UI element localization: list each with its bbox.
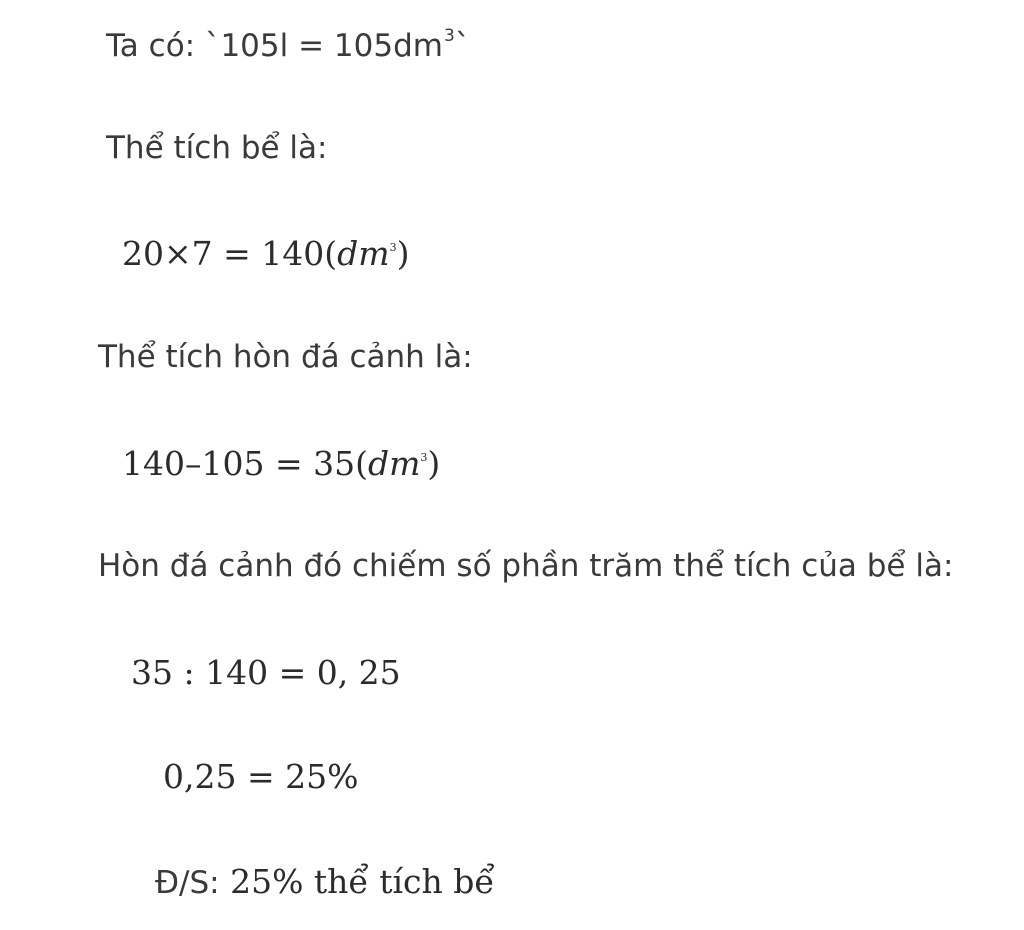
equation-body: 140–105 = 35( (122, 444, 368, 483)
closing-paren: ) (427, 444, 441, 483)
given-conversion-text: Ta có: `105l = 105dm (106, 28, 443, 64)
given-conversion-line (106, 28, 470, 62)
final-answer (155, 862, 495, 901)
percent-equation: 0,25 = 25% (163, 757, 359, 796)
answer-value: 25% thể tích bể (219, 862, 495, 901)
exponent: 3 (443, 26, 455, 46)
equation-body: 20×7 = 140( (122, 234, 338, 273)
rock-volume-heading: Thể tích hòn đá cảnh là: (98, 339, 473, 375)
backtick: ` (454, 28, 471, 64)
unit-variable: dm (337, 234, 390, 273)
unit-variable: dm (367, 444, 421, 483)
exponent: 3 (389, 241, 397, 254)
closing-paren: ) (396, 234, 410, 273)
percentage-heading: Hòn đá cảnh đó chiếm số phần trăm thể tích của bể là: (98, 548, 954, 584)
rock-volume-equation (122, 444, 441, 483)
ratio-equation: 35 : 140 = 0, 25 (131, 653, 401, 692)
tank-volume-heading: Thể tích bể là: (106, 130, 328, 166)
tank-volume-equation (122, 234, 410, 273)
exponent: 3 (420, 451, 428, 464)
answer-prefix: Đ/S: (155, 865, 220, 901)
